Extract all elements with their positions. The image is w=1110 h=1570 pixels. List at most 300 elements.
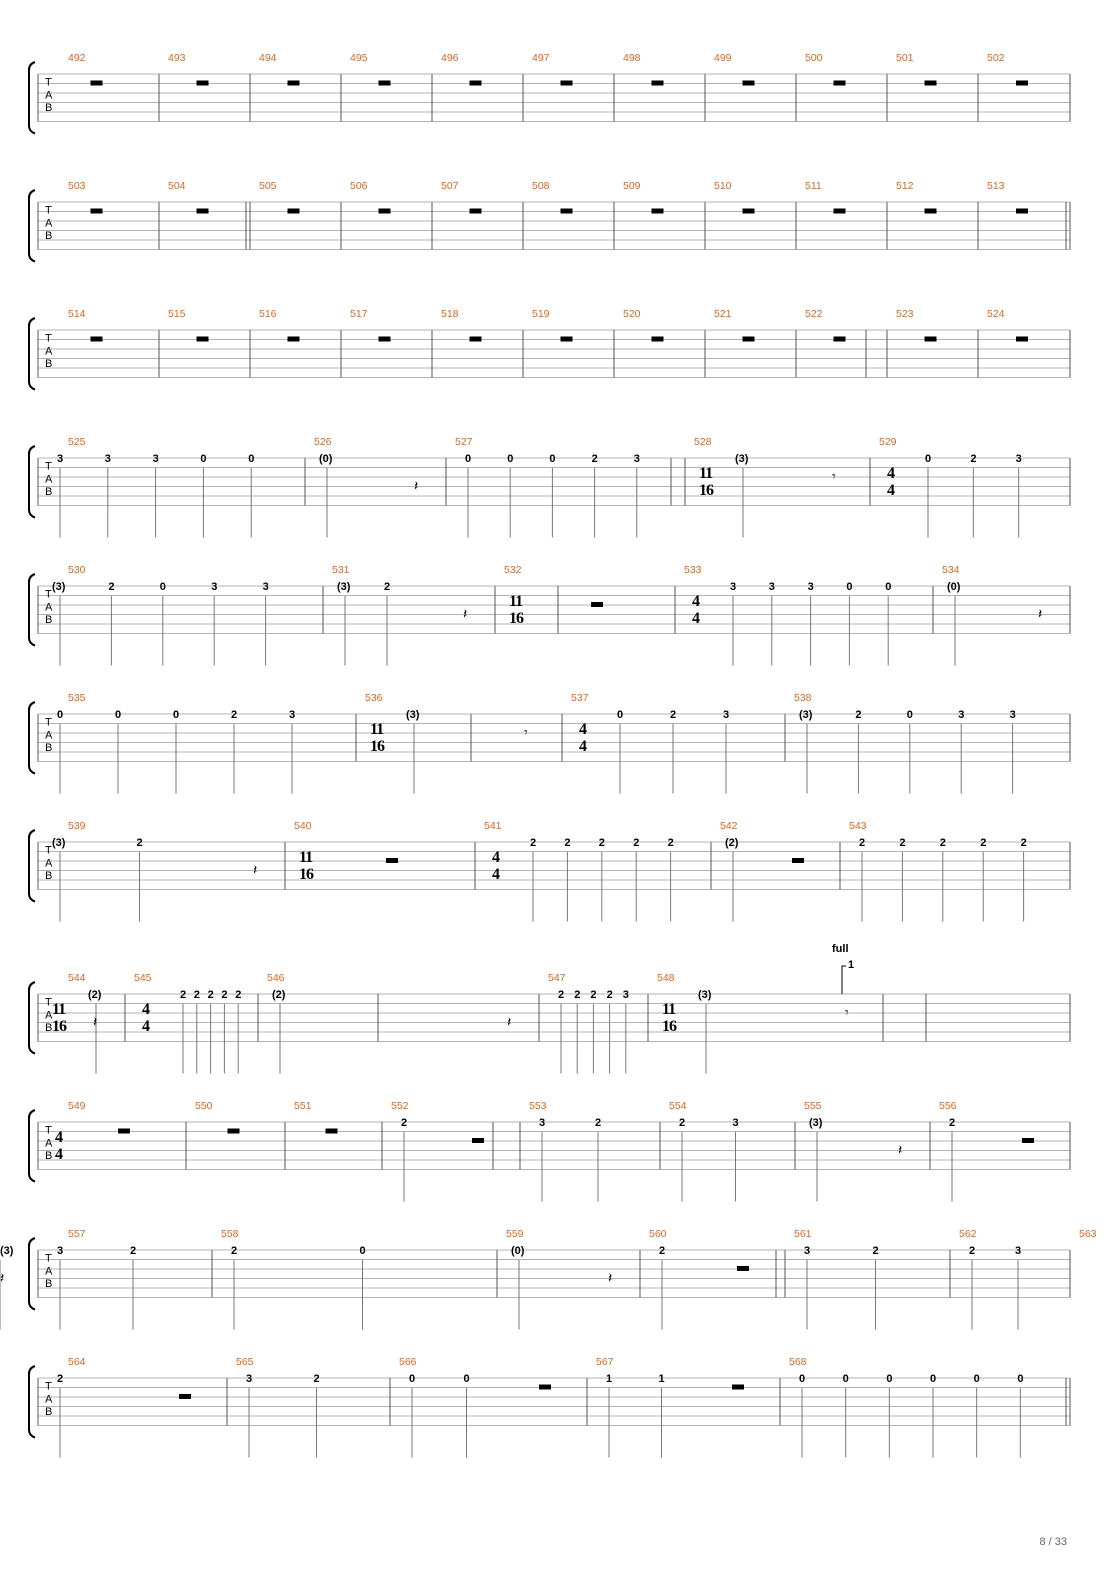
whole-rest xyxy=(743,337,755,342)
quarter-rest: 𝄽 xyxy=(898,1142,903,1159)
measure-number: 552 xyxy=(391,1100,409,1112)
measure-number: 504 xyxy=(168,180,186,192)
fret-number: 2 xyxy=(130,1245,137,1257)
whole-rest xyxy=(326,1129,338,1134)
fret-number: (3) xyxy=(735,453,749,465)
quarter-rest: 𝄽 xyxy=(414,478,419,495)
whole-rest xyxy=(91,209,103,214)
measure-number: 523 xyxy=(896,308,914,320)
measure-number: 545 xyxy=(134,972,152,984)
measure-number: 512 xyxy=(896,180,914,192)
measure-number: 524 xyxy=(987,308,1005,320)
tab-clef-letter: A xyxy=(45,1265,53,1278)
half-rest xyxy=(1022,1138,1034,1143)
tab-clef-letter: T xyxy=(45,1252,52,1265)
fret-number: 0 xyxy=(465,453,472,465)
measure-number: 561 xyxy=(794,1228,812,1240)
measure-number: 550 xyxy=(195,1100,213,1112)
measure-number: 533 xyxy=(684,564,702,576)
fret-number: 2 xyxy=(193,989,200,1001)
half-rest xyxy=(792,858,804,863)
whole-rest xyxy=(470,337,482,342)
fret-number: 3 xyxy=(262,581,269,593)
system-bracket xyxy=(29,1110,35,1182)
whole-rest xyxy=(561,81,573,86)
whole-rest xyxy=(652,337,664,342)
time-signature-bottom: 16 xyxy=(370,738,384,756)
fret-number: 0 xyxy=(886,1373,893,1385)
fret-number: 0 xyxy=(359,1245,366,1257)
measure-number: 506 xyxy=(350,180,368,192)
time-signature-top: 4 xyxy=(492,849,499,866)
fret-number: 3 xyxy=(723,709,730,721)
fret-number: 0 xyxy=(248,453,255,465)
measure-number: 547 xyxy=(548,972,566,984)
fret-number: 2 xyxy=(235,989,242,1001)
fret-number: 0 xyxy=(507,453,514,465)
fret-number: 2 xyxy=(180,989,187,1001)
whole-rest xyxy=(834,209,846,214)
measure-number: 531 xyxy=(332,564,350,576)
system-bracket xyxy=(29,1366,35,1438)
measure-number: 493 xyxy=(168,52,186,64)
time-signature-bottom: 4 xyxy=(142,1018,149,1036)
fret-number: 2 xyxy=(595,1117,602,1129)
quarter-rest: 𝄽 xyxy=(253,862,258,879)
fret-number: 2 xyxy=(970,453,977,465)
tab-clef-letter: T xyxy=(45,332,52,345)
quarter-rest: 𝄽 xyxy=(0,1270,5,1287)
measure-number: 511 xyxy=(805,180,822,192)
fret-number: 3 xyxy=(807,581,814,593)
fret-number: 1 xyxy=(606,1373,613,1385)
fret-number: 3 xyxy=(804,1245,811,1257)
fret-number: 2 xyxy=(574,989,581,1001)
whole-rest xyxy=(539,1385,551,1390)
fret-number: 2 xyxy=(558,989,565,1001)
fret-number: 3 xyxy=(768,581,775,593)
measure-number: 516 xyxy=(259,308,277,320)
whole-rest xyxy=(561,209,573,214)
tab-clef-letter: T xyxy=(45,844,52,857)
measure-number: 513 xyxy=(987,180,1005,192)
measure-number: 557 xyxy=(68,1228,86,1240)
half-rest xyxy=(386,858,398,863)
fret-number: 0 xyxy=(930,1373,937,1385)
whole-rest xyxy=(379,209,391,214)
fret-number: 0 xyxy=(159,581,166,593)
measure-number: 503 xyxy=(68,180,86,192)
fret-number: 3 xyxy=(246,1373,253,1385)
measure-number: 514 xyxy=(68,308,86,320)
bend-label: full xyxy=(832,943,849,955)
fret-number: 0 xyxy=(173,709,180,721)
fret-number: 2 xyxy=(231,1245,238,1257)
system-bracket xyxy=(29,982,35,1054)
fret-number: 3 xyxy=(732,1117,739,1129)
tab-clef-letter: A xyxy=(45,1393,53,1406)
measure-number: 559 xyxy=(506,1228,524,1240)
fret-number: 2 xyxy=(313,1373,320,1385)
measure-number: 508 xyxy=(532,180,550,192)
fret-number: 2 xyxy=(136,837,143,849)
fret-number: (3) xyxy=(406,709,420,721)
whole-rest xyxy=(118,1129,130,1134)
tab-clef-letter: T xyxy=(45,204,52,217)
tab-clef-letter: B xyxy=(45,102,53,115)
time-signature-top: 4 xyxy=(579,721,586,738)
measure-number: 560 xyxy=(649,1228,667,1240)
eighth-rest: 𝄾 xyxy=(524,725,528,741)
fret-number: 2 xyxy=(939,837,946,849)
half-rest xyxy=(179,1394,191,1399)
whole-rest xyxy=(743,209,755,214)
whole-rest xyxy=(470,209,482,214)
whole-rest xyxy=(925,209,937,214)
fret-number: 0 xyxy=(57,709,64,721)
eighth-rest: 𝄾 xyxy=(845,1005,849,1021)
whole-rest xyxy=(652,209,664,214)
measure-number: 542 xyxy=(720,820,738,832)
fret-number: 2 xyxy=(872,1245,879,1257)
fret-number: 2 xyxy=(949,1117,956,1129)
fret-number: 0 xyxy=(409,1373,416,1385)
fret-number: 2 xyxy=(855,709,862,721)
measure-number: 522 xyxy=(805,308,823,320)
whole-rest xyxy=(652,81,664,86)
tab-clef-letter: A xyxy=(45,601,53,614)
system-bracket xyxy=(29,446,35,518)
tab-clef-letter: B xyxy=(45,1278,53,1291)
measure-number: 505 xyxy=(259,180,277,192)
measure-number: 496 xyxy=(441,52,459,64)
whole-rest xyxy=(197,209,209,214)
time-signature-bottom: 4 xyxy=(492,866,499,884)
measure-number: 564 xyxy=(68,1356,86,1368)
time-signature-top: 4 xyxy=(142,1001,149,1018)
fret-number: (2) xyxy=(88,989,102,1001)
measure-number: 532 xyxy=(504,564,522,576)
fret-number: (3) xyxy=(52,837,66,849)
fret-number: 2 xyxy=(57,1373,64,1385)
fret-number: 3 xyxy=(730,581,737,593)
time-signature-bottom: 4 xyxy=(579,738,586,756)
time-signature-bottom: 16 xyxy=(299,866,313,884)
fret-number: 3 xyxy=(289,709,296,721)
fret-number: (3) xyxy=(698,989,712,1001)
fret-number: 2 xyxy=(590,989,597,1001)
fret-number: 3 xyxy=(1015,1245,1022,1257)
fret-number: 3 xyxy=(211,581,218,593)
fret-number: 3 xyxy=(633,453,640,465)
fret-number: 2 xyxy=(530,837,537,849)
measure-number: 534 xyxy=(942,564,960,576)
fret-number: 2 xyxy=(591,453,598,465)
fret-number: 0 xyxy=(1017,1373,1024,1385)
quarter-rest: 𝄽 xyxy=(608,1270,613,1287)
fret-number: 2 xyxy=(384,581,391,593)
whole-rest xyxy=(925,337,937,342)
measure-number: 538 xyxy=(794,692,812,704)
measure-number: 543 xyxy=(849,820,867,832)
fret-number: 3 xyxy=(152,453,159,465)
tab-clef-letter: T xyxy=(45,76,52,89)
half-rest xyxy=(591,602,603,607)
tab-clef-letter: T xyxy=(45,588,52,601)
tab-clef-letter: T xyxy=(45,996,52,1009)
fret-number: 2 xyxy=(401,1117,408,1129)
fret-number: 2 xyxy=(564,837,571,849)
time-signature-top: 4 xyxy=(692,593,699,610)
measure-number: 566 xyxy=(399,1356,417,1368)
tab-clef-letter: B xyxy=(45,742,53,755)
time-signature-bottom: 16 xyxy=(509,610,523,628)
measure-number: 518 xyxy=(441,308,459,320)
fret-number: 3 xyxy=(104,453,111,465)
tab-clef-letter: A xyxy=(45,729,53,742)
tab-clef-letter: A xyxy=(45,473,53,486)
whole-rest xyxy=(470,81,482,86)
tab-clef-letter: B xyxy=(45,486,53,499)
measure-number: 546 xyxy=(267,972,285,984)
fret-number: 2 xyxy=(679,1117,686,1129)
system-bracket xyxy=(29,190,35,262)
fret-number: (2) xyxy=(725,837,739,849)
measure-number: 568 xyxy=(789,1356,807,1368)
system-bracket xyxy=(29,1238,35,1310)
eighth-rest: 𝄾 xyxy=(832,469,836,485)
tab-clef-letter: B xyxy=(45,1022,53,1035)
measure-number: 520 xyxy=(623,308,641,320)
tab-clef-letter: A xyxy=(45,345,53,358)
whole-rest xyxy=(197,81,209,86)
fret-number: 0 xyxy=(200,453,207,465)
measure-number: 544 xyxy=(68,972,86,984)
fret-number: (3) xyxy=(799,709,813,721)
measure-number: 548 xyxy=(657,972,675,984)
measure-number: 498 xyxy=(623,52,641,64)
measure-number: 501 xyxy=(896,52,914,64)
fret-number: 0 xyxy=(463,1373,470,1385)
fret-number: 0 xyxy=(906,709,913,721)
measure-number: 510 xyxy=(714,180,732,192)
fret-number: 2 xyxy=(667,837,674,849)
fret-number: 2 xyxy=(969,1245,976,1257)
fret-number: 2 xyxy=(980,837,987,849)
fret-number: 2 xyxy=(859,837,866,849)
fret-number: (3) xyxy=(337,581,351,593)
measure-number: 556 xyxy=(939,1100,957,1112)
measure-number: 528 xyxy=(694,436,712,448)
whole-rest xyxy=(379,337,391,342)
time-signature-bottom: 16 xyxy=(699,482,713,500)
measure-number: 567 xyxy=(596,1356,614,1368)
tab-clef-letter: A xyxy=(45,1009,53,1022)
bend-arrow xyxy=(842,966,846,994)
whole-rest xyxy=(1016,337,1028,342)
whole-rest xyxy=(91,81,103,86)
whole-rest xyxy=(732,1385,744,1390)
time-signature-bottom: 4 xyxy=(55,1146,62,1164)
system-bracket xyxy=(29,318,35,390)
time-signature-bottom: 16 xyxy=(662,1018,676,1036)
fret-number: 2 xyxy=(231,709,238,721)
fret-number: (0) xyxy=(319,453,333,465)
measure-number: 555 xyxy=(804,1100,822,1112)
fret-number: (0) xyxy=(511,1245,525,1257)
quarter-rest: 𝄽 xyxy=(463,606,468,623)
fret-number: 2 xyxy=(606,989,613,1001)
time-signature-bottom: 4 xyxy=(887,482,894,500)
measure-number: 526 xyxy=(314,436,332,448)
fret-number: 3 xyxy=(1009,709,1016,721)
tab-clef-letter: B xyxy=(45,614,53,627)
fret-number: 2 xyxy=(207,989,214,1001)
tab-clef-letter: B xyxy=(45,870,53,883)
time-signature-top: 11 xyxy=(52,1001,66,1018)
whole-rest xyxy=(1016,209,1028,214)
measure-number: 500 xyxy=(805,52,823,64)
fret-number: 3 xyxy=(1015,453,1022,465)
time-signature-top: 11 xyxy=(370,721,384,738)
fret-number: 2 xyxy=(659,1245,666,1257)
fret-number: 0 xyxy=(885,581,892,593)
whole-rest xyxy=(91,337,103,342)
measure-number: 499 xyxy=(714,52,732,64)
measure-number: 529 xyxy=(879,436,897,448)
measure-number: 525 xyxy=(68,436,86,448)
measure-number: 563 xyxy=(1079,1228,1097,1240)
measure-number: 553 xyxy=(529,1100,547,1112)
tab-clef-letter: A xyxy=(45,89,53,102)
time-signature-top: 11 xyxy=(662,1001,676,1018)
whole-rest xyxy=(288,81,300,86)
fret-number: 0 xyxy=(842,1373,849,1385)
fret-number: 2 xyxy=(598,837,605,849)
fret-number: 0 xyxy=(617,709,624,721)
quarter-rest: 𝄽 xyxy=(93,1014,98,1031)
measure-number: 554 xyxy=(669,1100,687,1112)
bend-amount: 1 xyxy=(848,959,855,971)
fret-number: 3 xyxy=(622,989,629,1001)
fret-number: 2 xyxy=(221,989,228,1001)
half-rest xyxy=(737,1266,749,1271)
tab-clef-letter: T xyxy=(45,460,52,473)
half-rest xyxy=(472,1138,484,1143)
time-signature-top: 4 xyxy=(55,1129,62,1146)
whole-rest xyxy=(197,337,209,342)
quarter-rest: 𝄽 xyxy=(507,1014,512,1031)
measure-number: 515 xyxy=(168,308,186,320)
measure-number: 558 xyxy=(221,1228,239,1240)
fret-number: 2 xyxy=(108,581,115,593)
measure-number: 536 xyxy=(365,692,383,704)
measure-number: 494 xyxy=(259,52,277,64)
system-bracket xyxy=(29,62,35,134)
fret-number: 0 xyxy=(846,581,853,593)
measure-number: 519 xyxy=(532,308,550,320)
measure-number: 507 xyxy=(441,180,459,192)
tab-clef-letter: B xyxy=(45,230,53,243)
measure-number: 535 xyxy=(68,692,86,704)
measure-number: 537 xyxy=(571,692,589,704)
quarter-rest: 𝄽 xyxy=(1038,606,1043,623)
time-signature-top: 11 xyxy=(699,465,713,482)
tab-clef-letter: T xyxy=(45,716,52,729)
measure-number: 530 xyxy=(68,564,86,576)
fret-number: (3) xyxy=(809,1117,823,1129)
fret-number: 3 xyxy=(57,1245,64,1257)
measure-number: 565 xyxy=(236,1356,254,1368)
tab-clef-letter: T xyxy=(45,1124,52,1137)
fret-number: 2 xyxy=(1020,837,1027,849)
measure-number: 497 xyxy=(532,52,550,64)
measure-number: 551 xyxy=(294,1100,312,1112)
measure-number: 502 xyxy=(987,52,1005,64)
whole-rest xyxy=(834,81,846,86)
fret-number: 0 xyxy=(799,1373,806,1385)
measure-number: 509 xyxy=(623,180,641,192)
time-signature-bottom: 4 xyxy=(692,610,699,628)
tab-clef-letter: T xyxy=(45,1380,52,1393)
tab-clef-letter: B xyxy=(45,1150,53,1163)
measure-number: 495 xyxy=(350,52,368,64)
time-signature-bottom: 16 xyxy=(52,1018,66,1036)
measure-number: 562 xyxy=(959,1228,977,1240)
time-signature-top: 11 xyxy=(299,849,313,866)
tab-clef-letter: B xyxy=(45,1406,53,1419)
measure-number: 517 xyxy=(350,308,368,320)
time-signature-top: 11 xyxy=(509,593,523,610)
fret-number: (0) xyxy=(947,581,961,593)
fret-number: 0 xyxy=(549,453,556,465)
fret-number: 3 xyxy=(958,709,965,721)
fret-number: 0 xyxy=(115,709,122,721)
page-number: 8 / 33 xyxy=(1039,1536,1067,1548)
tab-clef-letter: A xyxy=(45,1137,53,1150)
measure-number: 521 xyxy=(714,308,732,320)
fret-number: 2 xyxy=(899,837,906,849)
fret-number: 2 xyxy=(670,709,677,721)
whole-rest xyxy=(228,1129,240,1134)
system-bracket xyxy=(29,574,35,646)
whole-rest xyxy=(1016,81,1028,86)
measure-number: 492 xyxy=(68,52,86,64)
system-bracket xyxy=(29,702,35,774)
fret-number: 0 xyxy=(973,1373,980,1385)
fret-number: 3 xyxy=(539,1117,546,1129)
whole-rest xyxy=(288,209,300,214)
whole-rest xyxy=(925,81,937,86)
fret-number: 0 xyxy=(925,453,932,465)
whole-rest xyxy=(288,337,300,342)
fret-number: (2) xyxy=(272,989,286,1001)
measure-number: 527 xyxy=(455,436,473,448)
time-signature-top: 4 xyxy=(887,465,894,482)
measure-number: 540 xyxy=(294,820,312,832)
fret-number: 2 xyxy=(633,837,640,849)
system-bracket xyxy=(29,830,35,902)
whole-rest xyxy=(743,81,755,86)
fret-number: 3 xyxy=(57,453,64,465)
fret-number: (3) xyxy=(52,581,66,593)
measure-number: 549 xyxy=(68,1100,86,1112)
tab-clef-letter: A xyxy=(45,217,53,230)
tab-clef-letter: A xyxy=(45,857,53,870)
tab-clef-letter: B xyxy=(45,358,53,371)
measure-number: 539 xyxy=(68,820,86,832)
whole-rest xyxy=(379,81,391,86)
